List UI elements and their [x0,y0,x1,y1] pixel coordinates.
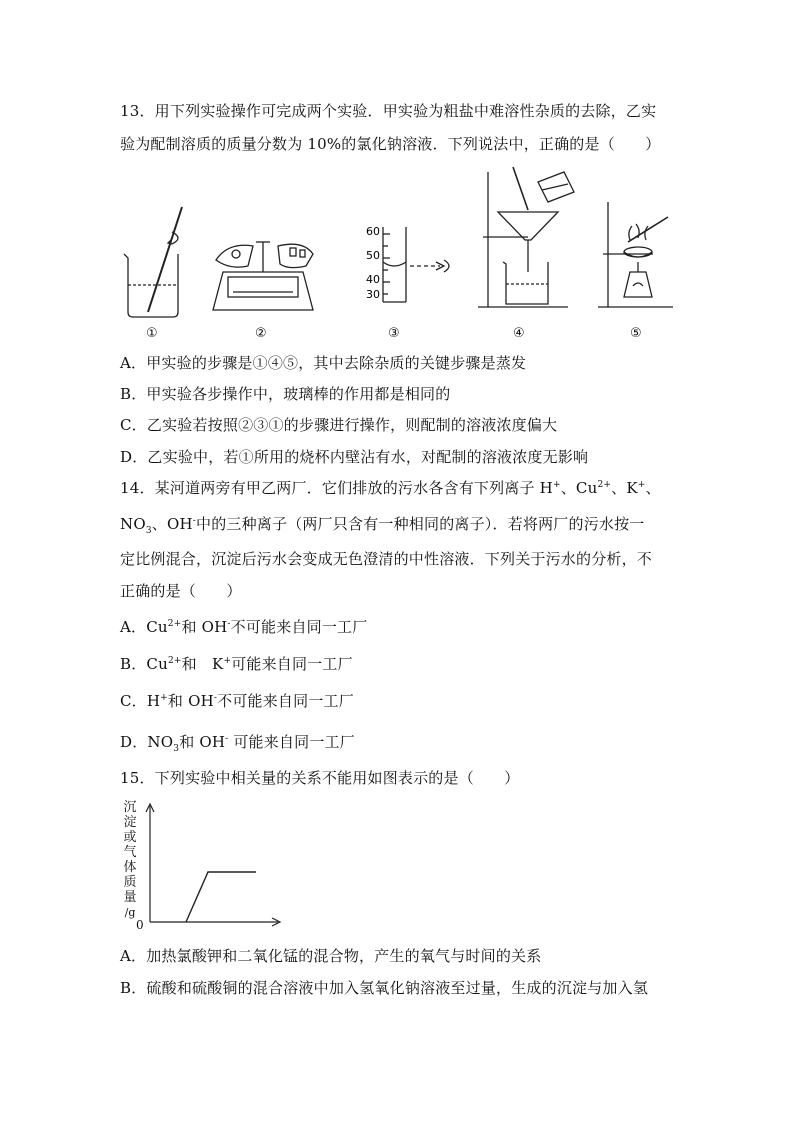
cylinder-tick-60: 60 [366,225,380,238]
q13-stem-line1: 13．用下列实验操作可完成两个实验．甲实验为粗盐中难溶性杂质的去除，乙实 [120,102,657,120]
q14-option-b: B．$Cu^{2+}$和 K+可能来自同一工厂 [120,655,353,673]
q13-option-a: A．甲实验的步骤是①④⑤，其中去除杂质的关键步骤是蒸发 [120,354,527,372]
q14-stem-line4: 正确的是（ ） [120,582,242,600]
figure-label-5: ⑤ [630,326,642,341]
graph-axes [118,798,288,936]
q15-option-b: B．硫酸和硫酸铜的混合溶液中加入氢氧化钠溶液至过量，生成的沉淀与加入氢 [120,979,649,997]
q14-option-d: D．$NO_3$和 OH- 可能来自同一工厂 [120,733,355,754]
cylinder-tick-40: 40 [366,273,380,286]
q14-stem-line3: 定比例混合，沉淀后污水会变成无色澄清的中性溶液．下列关于污水的分析，不 [120,550,653,568]
balance-icon [213,242,313,310]
evaporation-icon [598,202,673,307]
graph-origin-label: 0 [136,918,144,932]
q15-stem: 15．下列实验中相关量的关系不能用如图表示的是（ ） [120,769,520,787]
cylinder-reading-icon [383,227,449,302]
graph-curve [186,872,256,922]
q14-stem-line1: 14．某河道两旁有甲乙两厂．它们排放的污水各含有下列离子 H+、$Cu^{2+}$、K+、 [120,479,661,497]
lab-apparatus-drawing [118,162,678,347]
q13-option-d: D．乙实验中，若①所用的烧杯内壁沾有水，对配制的溶液浓度无影响 [120,448,589,466]
q14-option-c: C．H+和 OH-不可能来自同一工厂 [120,692,354,710]
filtration-icon [478,167,574,307]
q15-option-a: A．加热氯酸钾和二氧化锰的混合物，产生的氧气与时间的关系 [120,947,542,965]
q13-option-b: B．甲实验各步操作中，玻璃棒的作用都是相同的 [120,385,451,403]
q13-stem-line2: 验为配制溶质的质量分数为 10%的氯化钠溶液．下列说法中，正确的是（ ） [120,135,661,153]
q14-option-a: A．$Cu^{2+}$和 OH-不可能来自同一工厂 [120,618,368,636]
cylinder-tick-30: 30 [366,288,380,301]
q15-graph [118,798,288,936]
beaker-stirring-icon [124,207,182,317]
q13-option-c: C．乙实验若按照②③①的步骤进行操作，则配制的溶液浓度偏大 [120,416,558,434]
figure-label-3: ③ [388,326,400,341]
figure-label-2: ② [255,326,267,341]
q13-apparatus-figure [118,162,678,347]
q14-stem-line2: $NO_3$、OH-中的三种离子（两厂只含有一种相同的离子）．若将两厂的污水按一 [120,515,645,536]
figure-label-4: ④ [513,326,525,341]
figure-label-1: ① [146,326,158,341]
graph-y-label: 沉 淀 或 气 体 质 量 /g [123,800,137,919]
cylinder-tick-50: 50 [366,249,380,262]
